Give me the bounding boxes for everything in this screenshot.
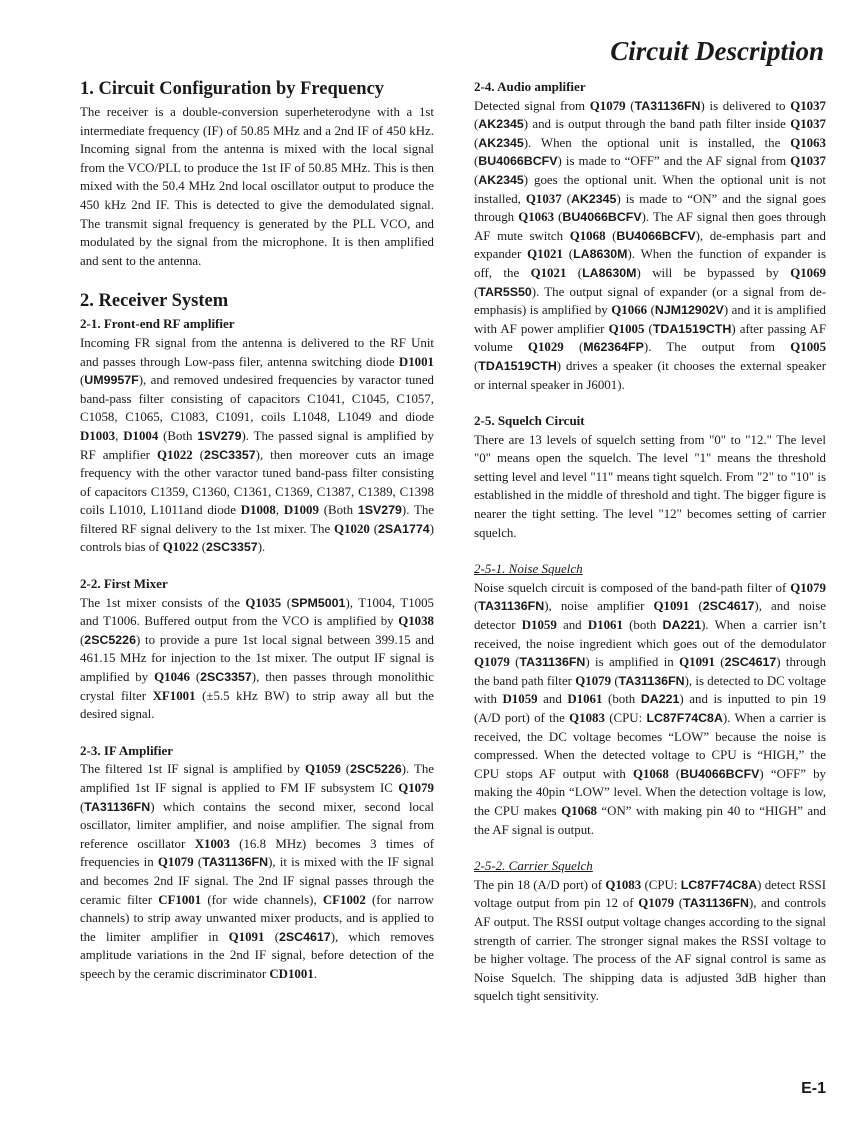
left-column [80, 78, 434, 984]
section-2-4-heading: 2-4. Audio amplifier [474, 79, 586, 94]
section-2-5-2-text: The pin 18 (A/D port) of Q1083 (CPU: LC87F74C8A) detect RSSI voltage output from pin 12 of Q1079 (TA31136FN), and controls AF output. The RSSI output voltage changes according to the signal strength of carrier. The stronger signal makes the RSSI voltage to be higher voltage. The process of the AF signal control is same as Noise Squelch. The shipping data is adjusted 3dB higher than squelch tight sensitivity. [474, 877, 826, 1004]
section-1-text: The receiver is a double-conversion superheterodyne with a 1st intermediate frequency (IF) of 50.85 MHz and a 2nd IF of 450 kHz. Incoming signal from the antenna is mixed with the local signal from the VCO/PLL to produce the 1st IF of 50.85 MHz. This is then mixed with the 50.4 MHz 2nd local oscillator output to produce the 450 kHz 2nd IF. This is detected to give the demodulated signal. The transmit signal frequency is generated by the PLL VCO, and modulated by the signal from the microphone. It is then amplified and sent to the antenna. [80, 105, 434, 268]
right-column [474, 78, 826, 1006]
section-2-5-1-text: Noise squelch circuit is composed of the band-path filter of Q1079 (TA31136FN), noise amplifier Q1091 (2SC4617), and noise detector D1059 and D1061 (both DA221). When a carrier isn’t received, the noise ingredient which goes out of the demodulator Q1079 (TA31136FN) is amplified in Q1091 (2SC4617) through the band path filter Q1079 (TA31136FN), is detected to DC voltage with D1059 and D1061 (both DA221) and is inputted to pin 19 (A/D port) of the Q1083 (CPU: LC87F74C8A). When a carrier is received, the DC voltage becomes “LOW” because the noise is compressed. When the detected voltage to CPU is “HIGH,” the CPU stops AF output with Q1068 (BU4066BCFV) “OFF” by making the 40pin “LOW” level. When the detection voltage is low, the CPU makes Q1068 “ON” with making pin 40 to “HIGH” and the AF signal is output. [474, 580, 827, 837]
section-2-5-1-heading: 2-5-1. Noise Squelch [474, 561, 583, 577]
section-2-5-heading: 2-5. Squelch Circuit [474, 413, 585, 429]
section-1-heading: 1. Circuit Configuration by Frequency [80, 79, 385, 99]
section-2-2-text: The 1st mixer consists of the Q1035 (SPM5001), T1004, T1005 and T1006. Buffered output from the VCO is amplified by Q1038 (2SC5226) to provide a pure 1st local signal between 399.15 and 461.15 MHz for injection to the 1st mixer. The output IF signal is amplified by Q1046 (2SC3357), then passes through monolithic crystal filter XF1001 (±5.5 kHz BW) to strip away all but the desired signal. [80, 595, 435, 722]
section-2-1-heading: 2-1. Front-end RF amplifier [80, 316, 235, 332]
page-header-title: Circuit Description [610, 36, 824, 66]
section-2-3-heading: 2-3. IF Amplifier [80, 742, 174, 758]
section-2-1-text: Incoming FR signal from the antenna is delivered to the RF Unit and passes through Low-pass filer, antenna switching diode D1001 (UM9957F), and removed undesired frequencies by varactor tuned band-pass filter consisting of capacitors C1041, C1045, C1057, C1058, C1065, C1083, C1091, coils L1048, L1049 and diode D1003, D1004 (Both 1SV279). The passed signal is amplified by RF amplifier Q1022 (2SC3357), then moreover cuts an image frequency with the other varactor tuned band-pass filter consisting of capacitors C1359, C1360, C1361, C1369, C1387, C1389, C1398 coils L1010, L1011and diode D1008, D1009 (Both 1SV279). The filtered RF signal delivery to the 1st mixer. The Q1020 (2SA1774) controls bias of Q1022 (2SC3357). [80, 335, 435, 555]
section-2-heading: 2. Receiver System [80, 291, 229, 312]
section-2-2-heading: 2-2. First Mixer [80, 576, 168, 592]
section-2-4-text: Detected signal from Q1079 (TA31136FN) is delivered to Q1037 (AK2345) and is output through the band path filter inside Q1037 (AK2345). When the optional unit is installed, the Q1063 (BU4066BCFV) is made to “OFF” and the AF signal from Q1037 (AK2345) goes the optional unit. When the optional unit is not installed, Q1037 (AK2345) is made to “ON” and the signal goes through Q1063 (BU4066BCFV). The AF signal then goes through AF mute switch Q1068 (BU4066BCFV), de-emphasis part and expander Q1021 (LA8630M). When the function of expander is off, the Q1021 (LA8630M) will be bypassed by Q1069 (TAR5S50). The output signal of expander (or a signal from de-emphasis) is amplified by Q1066 (NJM12902V) and it is amplified with AF power amplifier Q1005 (TDA1519CTH) after passing AF volume Q1029 (M62364FP). The output from Q1005 (TDA1519CTH) drives a speaker (it chooses the external speaker or internal speaker in J6001). [474, 98, 827, 392]
section-2-3-text: The filtered 1st IF signal is amplified by Q1059 (2SC5226). The amplified 1st IF signal is applied to FM IF subsystem IC Q1079 (TA31136FN) which contains the second mixer, second local oscillator, limiter amplifier, and noise amplifier. The signal from reference oscillator X1003 (16.8 MHz) becomes 3 times of frequencies in Q1079 (TA31136FN), it is mixed with the IF signal and becomes 2nd IF signal. The 2nd IF signal passes through the ceramic filter CF1001 (for wide channels), CF1002 (for narrow channels) to strip away unwanted mixer products, and is applied to the limiter amplifier in Q1091 (2SC4617), which removes amplitude variations in the 2nd IF signal, before detection of the speech by the ceramic discriminator CD1001. [80, 762, 435, 981]
section-2-5-text: There are 13 levels of squelch setting from "0" to "12." The level "0" means open the squelch. The level "1" means the threshold setting level and level "11" means tight squelch. From "2" to "10" is established in the middle of threshold and tight. The bigger figure is nearer the tight setting. The level "12" becomes setting of carrier squelch. [474, 432, 826, 540]
section-2-5-2-heading: 2-5-2. Carrier Squelch [474, 858, 593, 874]
page-number: E-1 [801, 1080, 826, 1097]
